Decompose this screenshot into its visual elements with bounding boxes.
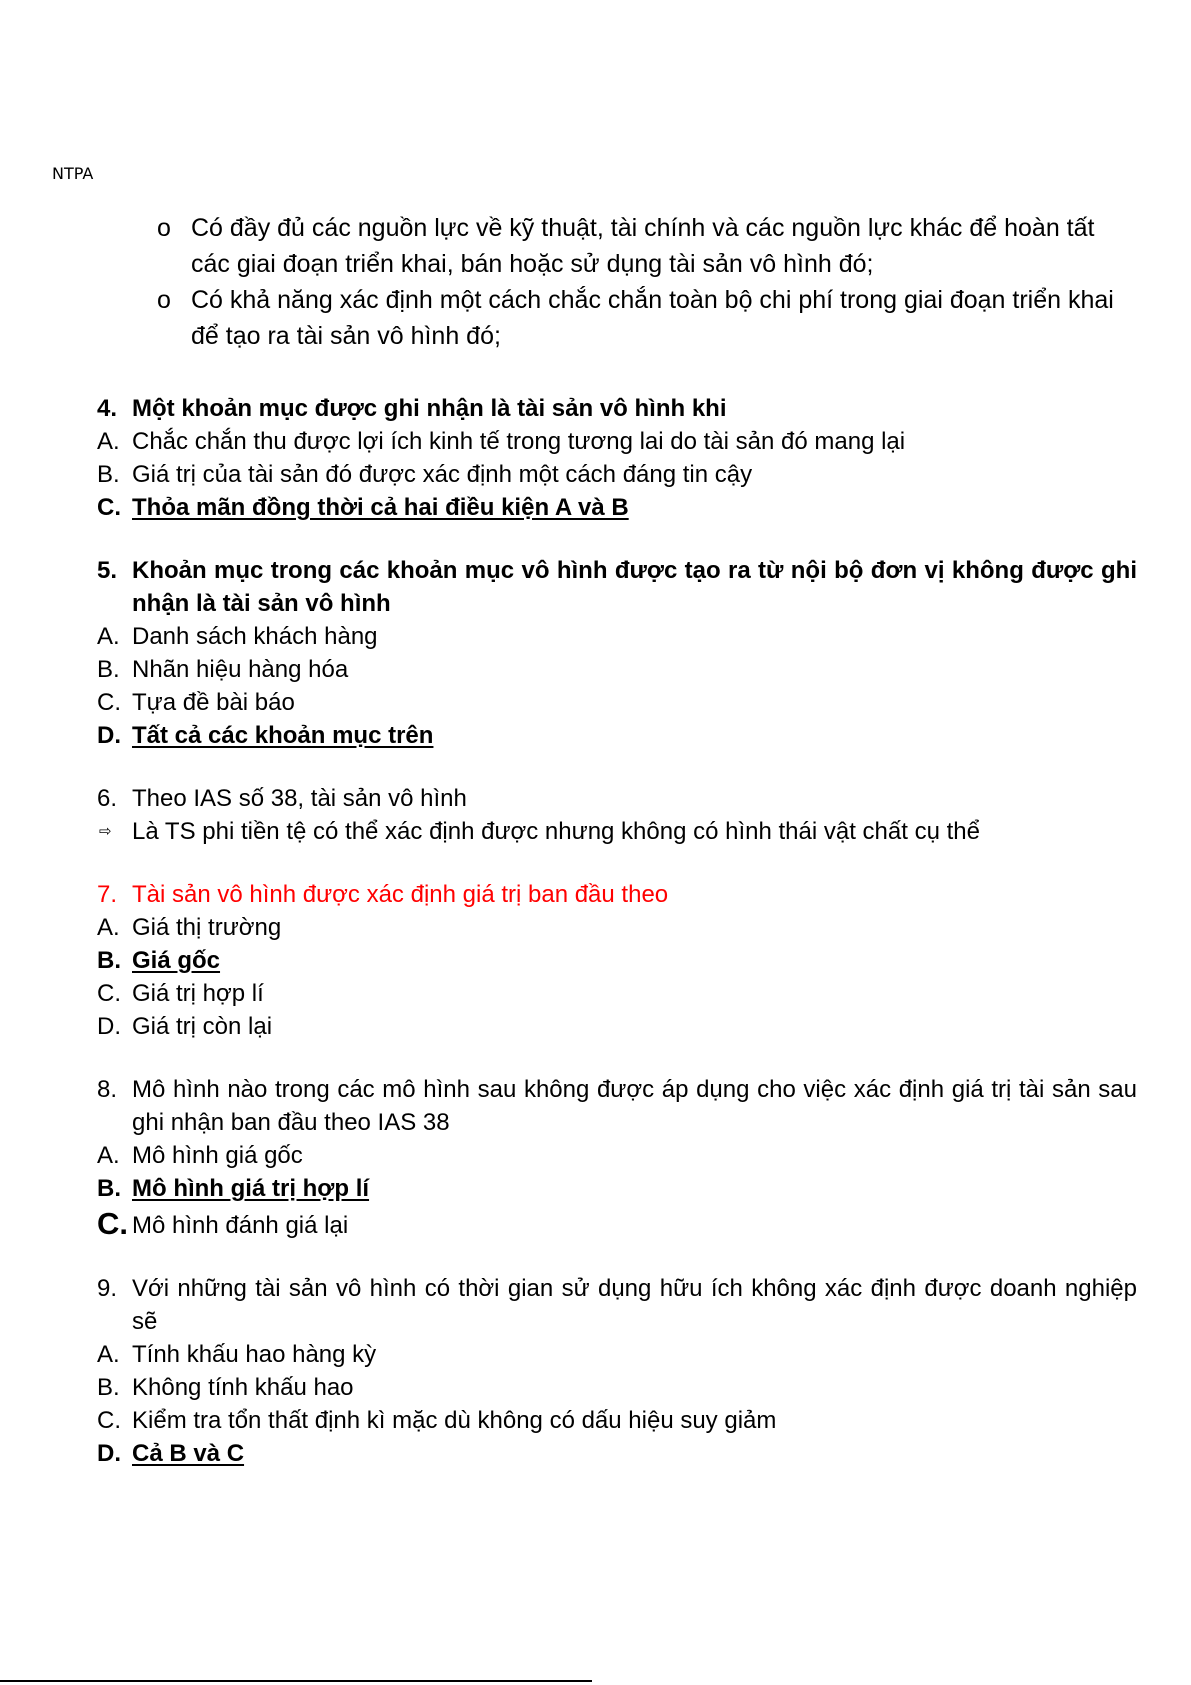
option-letter: A.: [97, 914, 120, 941]
bullet-marker: o: [157, 286, 171, 314]
question-9: [97, 1272, 1137, 1470]
document-body: [97, 210, 1137, 1500]
question-title: [97, 1272, 1137, 1338]
option-text: Tính khấu hao hàng kỳ: [132, 1341, 377, 1368]
option-text: Giá trị của tài sản đó được xác định một cách đáng tin cậy: [132, 461, 753, 488]
option-text: Không tính khấu hao: [132, 1374, 354, 1401]
question-title: [97, 782, 1137, 815]
bullet-item: [157, 282, 1137, 354]
option-text: Danh sách khách hàng: [132, 623, 378, 650]
answer-option-c: [97, 1404, 1137, 1437]
option-text: Thỏa mãn đồng thời cả hai điều kiện A và B: [132, 494, 629, 521]
question-8: [97, 1073, 1137, 1242]
footer-divider: [0, 1680, 592, 1682]
page-header: NTPA: [52, 164, 94, 183]
option-text: Giá trị còn lại: [132, 1013, 273, 1040]
question-number: 5.: [97, 557, 118, 584]
bullet-marker: o: [157, 214, 171, 242]
answer-option-d-correct: [97, 1437, 1137, 1470]
bullet-text: Có khả năng xác định một cách chắc chắn toàn bộ chi phí trong giai đoạn triển khai để tạo ra tài sản vô hình đó;: [191, 286, 1114, 350]
option-letter: C.: [97, 494, 121, 521]
option-text: Tất cả các khoản mục trên: [132, 722, 434, 749]
answer-option-d: [97, 1010, 1137, 1043]
option-letter: A.: [97, 1142, 120, 1169]
question-text: Với những tài sản vô hình có thời gian sử dụng hữu ích không xác định được doanh nghiệp sẽ: [132, 1275, 1137, 1335]
option-letter: D.: [97, 722, 121, 749]
option-letter: A.: [97, 623, 120, 650]
option-text: Giá thị trường: [132, 914, 282, 941]
option-text: Tựa đề bài báo: [132, 689, 295, 716]
answer-option-b-correct: [97, 944, 1137, 977]
question-text: Một khoản mục được ghi nhận là tài sản vô hình khi: [132, 395, 727, 422]
answer-line: [97, 815, 1137, 848]
question-number: 8.: [97, 1076, 118, 1103]
answer-option-b-correct: [97, 1172, 1137, 1205]
question-title: [97, 878, 1137, 911]
option-letter: C.: [97, 689, 121, 716]
question-4: [97, 392, 1137, 524]
option-text: Mô hình giá gốc: [132, 1142, 303, 1169]
answer-option-a: [97, 620, 1137, 653]
option-letter: C.: [97, 1407, 121, 1434]
option-text: Giá gốc: [132, 947, 221, 974]
question-number: 6.: [97, 785, 118, 812]
option-text: Mô hình giá trị hợp lí: [132, 1175, 370, 1202]
answer-option-d-correct: [97, 719, 1137, 752]
option-letter: A.: [97, 1341, 120, 1368]
bullet-item: [157, 210, 1137, 282]
bullet-text: Có đầy đủ các nguồn lực về kỹ thuật, tài chính và các nguồn lực khác để hoàn tất các giai đoạn triển khai, bán hoặc sử dụng tài sản vô hình đó;: [191, 214, 1095, 278]
option-text: Giá trị hợp lí: [132, 980, 264, 1007]
answer-option-c-correct: [97, 491, 1137, 524]
question-title: [97, 392, 1137, 425]
question-6: [97, 782, 1137, 848]
answer-option-a: [97, 1338, 1137, 1371]
option-text: Cả B và C: [132, 1440, 245, 1467]
option-letter: A.: [97, 428, 120, 455]
option-letter: D.: [97, 1013, 121, 1040]
question-title: [97, 1073, 1137, 1139]
question-text: Khoản mục trong các khoản mục vô hình được tạo ra từ nội bộ đơn vị không được ghi nhận là tài sản vô hình: [132, 557, 1137, 617]
question-5: [97, 554, 1137, 752]
option-text: Mô hình đánh giá lại: [132, 1212, 349, 1239]
question-title: [97, 554, 1137, 620]
answer-text: Là TS phi tiền tệ có thể xác định được nhưng không có hình thái vật chất cụ thể: [132, 818, 980, 845]
question-text: Theo IAS số 38, tài sản vô hình: [132, 785, 467, 812]
answer-option-a: [97, 911, 1137, 944]
question-7: [97, 878, 1137, 1043]
answer-option-c: [97, 1206, 1137, 1242]
answer-option-b: [97, 653, 1137, 686]
option-letter: B.: [97, 1374, 120, 1401]
option-letter: B.: [97, 947, 121, 974]
option-text: Chắc chắn thu được lợi ích kinh tế trong tương lai do tài sản đó mang lại: [132, 428, 906, 455]
question-number: 4.: [97, 395, 118, 422]
answer-option-b: [97, 1371, 1137, 1404]
option-letter: C.: [97, 1206, 128, 1241]
answer-option-b: [97, 458, 1137, 491]
question-text: Mô hình nào trong các mô hình sau không được áp dụng cho việc xác định giá trị tài sản sau ghi nhận ban đầu theo IAS 38: [132, 1076, 1137, 1136]
answer-option-c: [97, 977, 1137, 1010]
option-text: Kiểm tra tổn thất định kì mặc dù không có dấu hiệu suy giảm: [132, 1407, 777, 1434]
question-number: 9.: [97, 1275, 118, 1302]
option-letter: B.: [97, 1175, 121, 1202]
option-letter: C.: [97, 980, 121, 1007]
option-letter: B.: [97, 656, 120, 683]
option-text: Nhãn hiệu hàng hóa: [132, 656, 349, 683]
question-number: 7.: [97, 881, 118, 908]
answer-option-a: [97, 425, 1137, 458]
answer-option-a: [97, 1139, 1137, 1172]
arrow-right-outline-icon: ⇨: [99, 823, 112, 840]
answer-option-c: [97, 686, 1137, 719]
question-text: Tài sản vô hình được xác định giá trị ban đầu theo: [132, 881, 669, 908]
bullet-list: [157, 210, 1137, 354]
option-letter: B.: [97, 461, 120, 488]
option-letter: D.: [97, 1440, 121, 1467]
